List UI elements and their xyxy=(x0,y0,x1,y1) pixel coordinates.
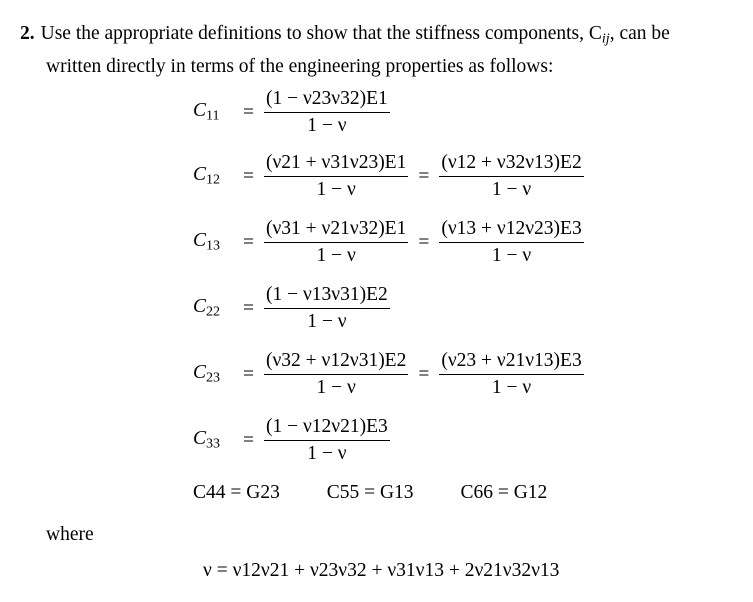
fraction-numerator: (ν13 + ν12ν23)E3 xyxy=(439,218,583,243)
fraction-denominator: 1 − ν xyxy=(307,443,347,464)
fraction xyxy=(264,350,408,399)
equation-row xyxy=(193,218,584,267)
equation-row xyxy=(193,416,390,465)
fraction-numerator: (ν12 + ν32ν13)E2 xyxy=(439,152,583,177)
equation-lhs: $C_{22}$ xyxy=(193,296,221,320)
where-label: where xyxy=(46,524,94,545)
problem-text-1-end: , can be xyxy=(609,23,670,44)
fraction-numerator: (ν23 + ν21ν13)E3 xyxy=(439,350,583,375)
equation-lhs: $C_{13}$ xyxy=(193,230,221,254)
nu-definition: ν = ν12ν21 + ν23ν32 + ν31ν13 + 2ν21ν32ν13 xyxy=(203,560,560,581)
fraction xyxy=(439,350,583,399)
fraction-numerator: (1 − ν13ν31)E2 xyxy=(264,284,390,309)
shear-c55: C55 = G13 xyxy=(326,482,414,503)
fraction-denominator: 1 − ν xyxy=(316,179,356,200)
fraction-numerator: (ν31 + ν21ν32)E1 xyxy=(264,218,408,243)
fraction-numerator: (1 − ν23ν32)E1 xyxy=(264,88,390,113)
equals-sign: = xyxy=(243,429,254,451)
equation-row xyxy=(193,88,390,137)
fraction-denominator: 1 − ν xyxy=(491,179,532,200)
equals-sign: = xyxy=(243,101,254,123)
equals-sign: = xyxy=(243,231,254,253)
equals-sign: = xyxy=(418,363,430,385)
fraction-denominator: 1 − ν xyxy=(491,377,532,398)
fraction-numerator: (1 − ν12ν21)E3 xyxy=(264,416,390,441)
equation-lhs: $C_{12}$ xyxy=(193,164,221,188)
problem-line-2: written directly in terms of the engineering properties as follows: xyxy=(46,55,554,77)
fraction-numerator: (ν32 + ν12ν31)E2 xyxy=(264,350,408,375)
equation-row xyxy=(193,152,584,201)
fraction xyxy=(264,218,408,267)
shear-equations xyxy=(193,482,589,504)
fraction-denominator: 1 − ν xyxy=(316,377,356,398)
equation-lhs: $C_{11}$ xyxy=(193,100,220,124)
equation-row xyxy=(193,284,390,333)
fraction-denominator: 1 − ν xyxy=(316,245,356,266)
shear-c44: C44 = G23 xyxy=(193,482,280,503)
fraction xyxy=(264,152,408,201)
fraction xyxy=(439,218,583,267)
problem-sub: ij xyxy=(601,30,610,47)
equals-sign: = xyxy=(243,297,254,319)
fraction-denominator: 1 − ν xyxy=(491,245,532,266)
fraction xyxy=(264,284,390,333)
equals-sign: = xyxy=(418,165,430,187)
equals-sign: = xyxy=(418,231,430,253)
shear-c66: C66 = G12 xyxy=(460,482,548,503)
equals-sign: = xyxy=(243,165,254,187)
fraction-denominator: 1 − ν xyxy=(307,115,347,136)
problem-number: 2. xyxy=(20,23,35,44)
fraction xyxy=(264,416,390,465)
equation-row xyxy=(193,350,584,399)
equation-lhs: $C_{23}$ xyxy=(193,362,221,386)
fraction xyxy=(264,88,390,137)
fraction-numerator: (ν21 + ν31ν23)E1 xyxy=(264,152,408,177)
fraction-denominator: 1 − ν xyxy=(307,311,347,332)
problem-line-1 xyxy=(20,20,745,53)
problem-text-1: Use the appropriate definitions to show that the stiffness components, C xyxy=(40,23,602,44)
equation-lhs: $C_{33}$ xyxy=(193,428,221,452)
problem-statement xyxy=(20,20,745,80)
fraction xyxy=(439,152,583,201)
equals-sign: = xyxy=(243,363,254,385)
